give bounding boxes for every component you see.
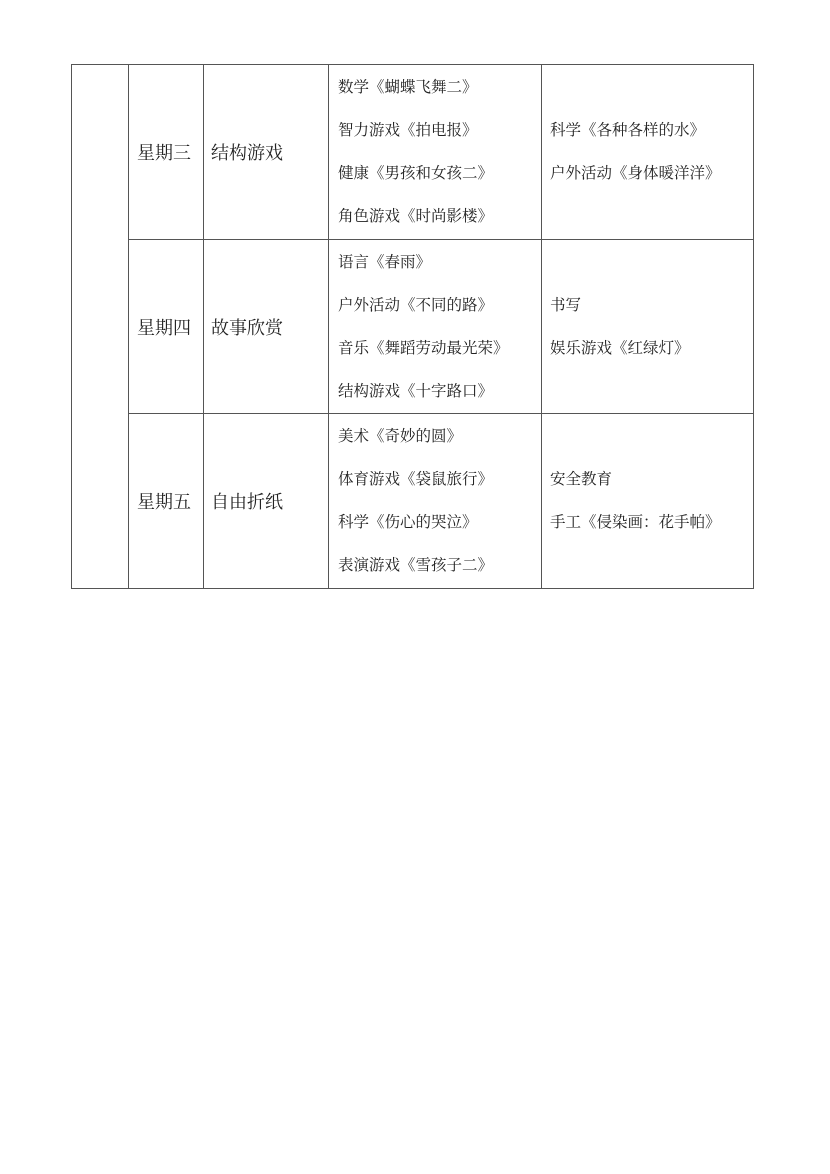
lesson-item: 语言《春雨》 (338, 252, 432, 271)
lesson-item: 健康《男孩和女孩二》 (338, 164, 494, 182)
lesson-item: 体育游戏《袋鼠旅行》 (338, 470, 494, 488)
lesson-item: 科学《伤心的哭泣》 (338, 513, 478, 531)
day-cell: 星期五 (129, 414, 204, 589)
extra-item: 手工《侵染画：花手帕》 (550, 513, 721, 531)
schedule-row-wednesday (72, 65, 754, 240)
extra-item: 安全教育 (550, 470, 613, 488)
activity-cell: 故事欣赏 (204, 240, 329, 414)
lesson-item: 美术《奇妙的圆》 (338, 427, 463, 445)
lesson-item: 表演游戏《雪孩子二》 (338, 556, 494, 574)
lesson-item: 角色游戏《时尚影楼》 (338, 207, 494, 225)
activity-cell: 结构游戏 (204, 65, 329, 240)
lesson-item: 智力游戏《拍电报》 (338, 121, 478, 139)
extra-activities-cell (542, 414, 754, 589)
day-cell: 星期四 (129, 240, 204, 414)
blank-first-column-cell (72, 65, 129, 589)
activity-cell: 自由折纸 (204, 414, 329, 589)
lesson-item: 结构游戏《十字路口》 (338, 381, 494, 400)
lesson-item: 户外活动《不同的路》 (338, 295, 494, 314)
weekly-schedule-table (71, 64, 754, 589)
lessons-cell (329, 240, 542, 414)
lessons-cell (329, 414, 542, 589)
extra-item: 户外活动《身体暖洋洋》 (550, 164, 721, 182)
lessons-cell (329, 65, 542, 240)
extra-activities-cell (542, 240, 754, 414)
schedule-row-thursday (72, 240, 754, 414)
schedule-row-friday (72, 414, 754, 589)
lesson-item: 音乐《舞蹈劳动最光荣》 (338, 338, 509, 357)
extra-item: 书写 (550, 295, 582, 314)
extra-item: 科学《各种各样的水》 (550, 121, 706, 139)
extra-item: 娱乐游戏《红绿灯》 (550, 338, 690, 357)
lesson-item: 数学《蝴蝶飞舞二》 (338, 78, 478, 96)
extra-activities-cell (542, 65, 754, 240)
day-cell: 星期三 (129, 65, 204, 240)
